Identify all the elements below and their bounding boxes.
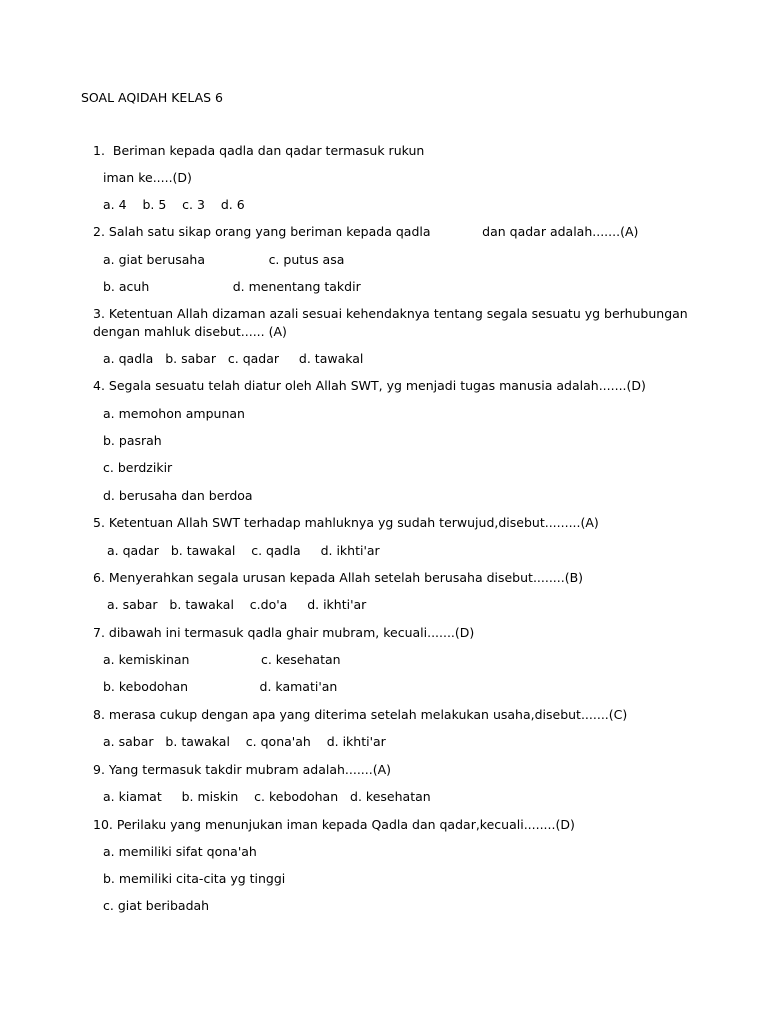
- question-3: 3. Ketentuan Allah dizaman azali sesuai kehendaknya tentang segala sesuatu yg berhubungan: [93, 306, 688, 321]
- question-1-continuation: iman ke.....(D): [103, 170, 192, 185]
- question-5: 5. Ketentuan Allah SWT terhadap mahluknya yg sudah terwujud,disebut.........(A): [93, 515, 599, 530]
- question-6: 6. Menyerahkan segala urusan kepada Allah setelah berusaha disebut........(B): [93, 570, 584, 585]
- question-2-options-row-1: a. giat berusaha c. putus asa: [103, 252, 345, 267]
- question-8-options: a. sabar b. tawakal c. qona'ah d. ikhti'ar: [103, 734, 386, 749]
- question-10-option-c: c. giat beribadah: [103, 898, 210, 913]
- question-4-option-d: d. berusaha dan berdoa: [103, 488, 253, 503]
- question-4-option-b: b. pasrah: [103, 433, 162, 448]
- question-7: 7. dibawah ini termasuk qadla ghair mubram, kecuali.......(D): [93, 625, 475, 640]
- question-10: 10. Perilaku yang menunjukan iman kepada Qadla dan qadar,kecuali........(D): [93, 817, 575, 832]
- question-10-option-a: a. memiliki sifat qona'ah: [103, 844, 257, 859]
- question-2-options-row-2: b. acuh d. menentang takdir: [103, 279, 361, 294]
- document-title: SOAL AQIDAH KELAS 6: [81, 90, 223, 105]
- question-1-options: a. 4 b. 5 c. 3 d. 6: [103, 197, 245, 212]
- question-9: 9. Yang termasuk takdir mubram adalah.......(A): [93, 762, 392, 777]
- question-1: 1. Beriman kepada qadla dan qadar termasuk rukun: [93, 143, 425, 158]
- question-10-option-b: b. memiliki cita-cita yg tinggi: [103, 871, 286, 886]
- question-7-options-row-1: a. kemiskinan c. kesehatan: [103, 652, 341, 667]
- question-6-options: a. sabar b. tawakal c.do'a d. ikhti'ar: [107, 597, 367, 612]
- question-2: 2. Salah satu sikap orang yang beriman kepada qadla dan qadar adalah.......(A): [93, 224, 639, 239]
- question-4: 4. Segala sesuatu telah diatur oleh Allah SWT, yg menjadi tugas manusia adalah.......(D): [93, 378, 646, 393]
- question-3-options: a. qadla b. sabar c. qadar d. tawakal: [103, 351, 364, 366]
- question-8: 8. merasa cukup dengan apa yang diterima setelah melakukan usaha,disebut.......(C): [93, 707, 628, 722]
- question-3-continuation: dengan mahluk disebut...... (A): [93, 324, 287, 339]
- question-4-option-a: a. memohon ampunan: [103, 406, 245, 421]
- question-7-options-row-2: b. kebodohan d. kamati'an: [103, 679, 338, 694]
- question-4-option-c: c. berdzikir: [103, 460, 173, 475]
- question-5-options: a. qadar b. tawakal c. qadla d. ikhti'ar: [107, 543, 380, 558]
- question-9-options: a. kiamat b. miskin c. kebodohan d. kesehatan: [103, 789, 431, 804]
